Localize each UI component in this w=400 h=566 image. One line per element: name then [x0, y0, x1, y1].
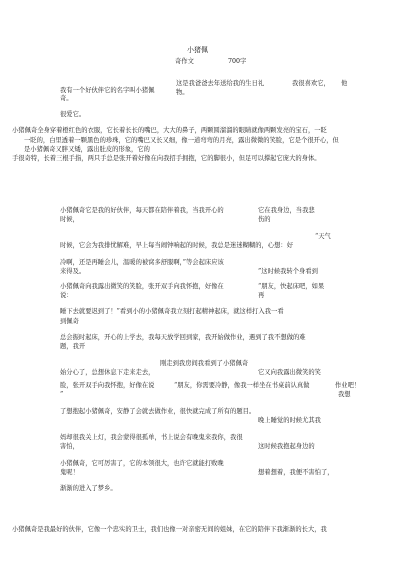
paragraph-line: “朋友，你需要冷静，像我一样坐在书桌前认真做	[174, 382, 310, 389]
paragraph-line: 时候，	[60, 216, 79, 223]
intro-left-line: 我有一个好伙伴它的名字叫小猪佩	[60, 87, 155, 94]
paragraph-line: 鬼呢！	[60, 469, 79, 476]
paragraph-line: 是小猪佩奇又胖又矮，露出肚皮的形象，它的	[24, 146, 150, 153]
doc-word-count: 700字	[228, 58, 247, 65]
paragraph-line: 小猪佩奇它是我的好伙伴，每天都在陪伴着我，当我开心的	[60, 207, 224, 214]
paragraph-line: 总会振时起床，开心的上学去，我每天放学回到家，我开始做作业，遇到了我不想做的难	[60, 334, 306, 341]
intro-right-line: 物。	[176, 89, 189, 96]
paragraph-line: 到佩奇	[60, 318, 79, 325]
paragraph-line: 来得及。	[60, 268, 86, 275]
paragraph-line: 害怕，	[60, 443, 79, 450]
paragraph-line: 再	[258, 292, 265, 299]
intro-right-line: 这是我爸爸去年送给我的生日礼	[176, 80, 265, 87]
paragraph-line: 题，我开	[60, 343, 86, 350]
paragraph-line: 伤的	[258, 216, 271, 223]
paragraph-line: 始分心了，总想休息下走来走去，	[60, 369, 155, 376]
paragraph-line: 这时候我抱起身边的	[258, 443, 315, 450]
paragraph-line: 小猪佩奇向我露出微笑的笑脸，张开双手向我怀抱，好像在	[60, 283, 224, 290]
paragraph-line: 它又向我露出微笑的笑	[258, 369, 321, 376]
paragraph-line: “朋友，快起床吧，如果	[258, 283, 325, 290]
paragraph-line: 刚走到我房间我看到了小猪佩奇	[160, 360, 249, 367]
intro-right-line: 他	[341, 80, 348, 87]
paragraph-line: 我想	[338, 391, 351, 398]
paragraph-line: 手很奇特，长着三根手指，两只手总是张开着好像在向我招手拥抱，它的脚很小，但足可以撑起它庞大的身体。	[12, 155, 321, 162]
paragraph-line: 想着想着，我便不害怕了，	[258, 469, 334, 476]
paragraph-line: ”这时候我转个身看到	[258, 268, 318, 275]
paragraph-line: 冷啊，还是再睡会儿，温暖的被窝多舒服啊，”等会起床应该	[60, 259, 224, 266]
doc-title: 小猪佩	[187, 46, 208, 54]
paragraph-line: 小猪佩奇全身穿着橙红色的衣服，它长着长长的嘴巴，大大的鼻子，两颗圆溜溜的眼睛就像两颗发亮的宝石，一眨	[12, 127, 327, 134]
paragraph-line: 小猪佩奇是我最好的伙伴，它像一个忠实的卫士，我们也像一对亲密无间的姐妹，在它的陪伴下我渐渐的长大，我	[12, 526, 327, 533]
doc-subtitle: 奇作文	[175, 58, 194, 65]
paragraph-line: 妈却很我关上灯，我会蒙得很孤单，书上说会有晚鬼来我你，我很	[60, 434, 243, 441]
paragraph-line: 渐渐的进入了梦乡。	[60, 485, 117, 492]
paragraph-line: 时候，它会为我排忧解难，早上每当闹钟响起的时候，我总是迷迷糊糊的，心想：好	[60, 242, 293, 249]
paragraph-line: 它在我身边，当我悲	[258, 207, 315, 214]
paragraph-line: 一眨的，白里透着一颗黑色的珍珠，它的嘴巴又长又细，像一道弯弯的月亮，露出微微的笑脸，它是个很开心，但	[24, 137, 339, 144]
paragraph-line: ”	[60, 391, 64, 398]
paragraph-line: “天气	[315, 233, 331, 240]
paragraph-line: 睡下去就要迟到了！”看到小的小猪佩奇我立刻打起精神起床，就这样打入我一看	[60, 308, 284, 315]
paragraph-line: 说：	[60, 292, 73, 299]
paragraph-line: 作业吧！	[335, 382, 361, 389]
paragraph-line: 了想抱起小猪佩奇，安静了会就去做作业，很快就完成了所有的题目。	[60, 408, 256, 415]
intro-line: 很爱它。	[60, 111, 86, 118]
intro-left-line: 奇。	[60, 95, 73, 102]
paragraph-line: 晚上睡觉的时候尤其我	[258, 417, 321, 424]
paragraph-line: 脸，张开双手向我怀抱，好像在说	[60, 382, 155, 389]
intro-right-line: 我很喜欢它，	[292, 80, 330, 87]
paragraph-line: 小猪佩奇，它可厉害了，它的本领很大，也许它就能打败晚	[60, 460, 224, 467]
